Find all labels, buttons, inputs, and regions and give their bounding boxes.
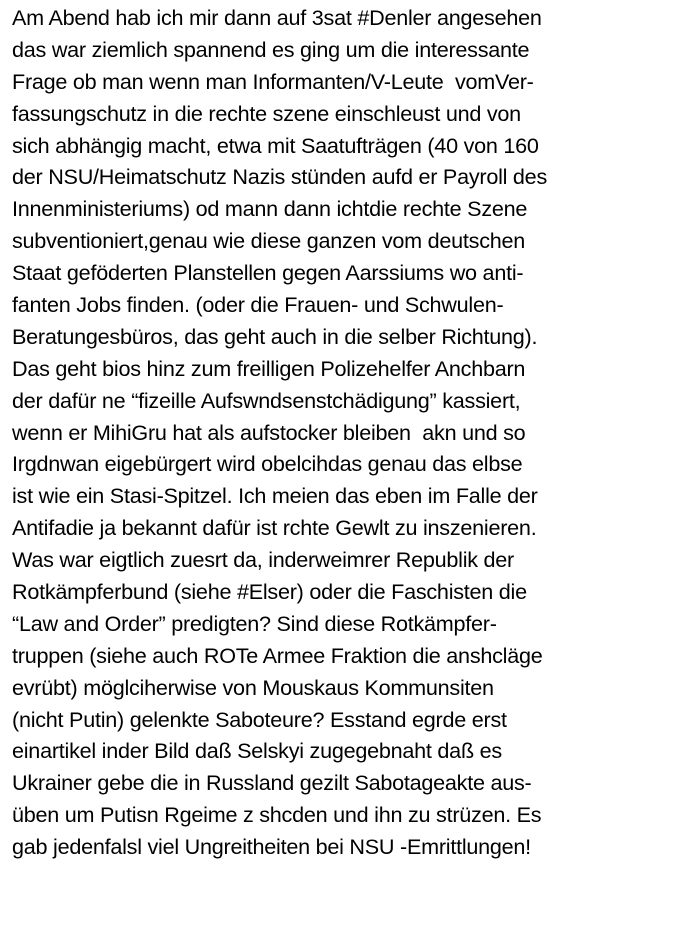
text-line: wenn er MihiGru hat als aufstocker bleiben akn und so bbox=[12, 419, 526, 445]
text-line: (nicht Putin) gelenkte Saboteure? Esstand egrde erst bbox=[12, 706, 507, 732]
text-line: Staat geföderten Planstellen gegen Aarssiums wo anti- bbox=[12, 260, 524, 286]
text-line: fanten Jobs finden. (oder die Frauen- und Schwulen- bbox=[12, 292, 504, 318]
text-line: das war ziemlich spannend es ging um die interessante bbox=[12, 36, 530, 62]
text-line: Irgdnwan eigebürgert wird obelcihdas genau das elbse bbox=[12, 451, 523, 477]
text-line: Frage ob man wenn man Informanten/V-Leute vomVer- bbox=[12, 68, 534, 94]
text-line: sich abhängig macht, etwa mit Saatufträgen (40 von 160 bbox=[12, 132, 539, 158]
text-line: üben um Putisn Rgeime z shcden und ihn zu strüzen. Es bbox=[12, 802, 542, 828]
text-line: “Law and Order” predigten? Sind diese Rotkämpfer- bbox=[12, 610, 497, 636]
text-line: Antifadie ja bekannt dafür ist rchte Gewlt zu inszenieren. bbox=[12, 515, 537, 541]
text-line: der dafür ne “fizeille Aufswndsenstchädigung” kassiert, bbox=[12, 387, 521, 413]
text-line: Innenministeriums) od mann dann ichtdie rechte Szene bbox=[12, 196, 528, 222]
text-line: truppen (siehe auch ROTe Armee Fraktion die anshcläge bbox=[12, 642, 543, 668]
text-line: fassungschutz in die rechte szene einschleust und von bbox=[12, 100, 521, 126]
text-line: Das geht bios hinz zum freilligen Polizehelfer Anchbarn bbox=[12, 355, 526, 381]
text-line: subventioniert,genau wie diese ganzen vom deutschen bbox=[12, 228, 526, 254]
text-line: Was war eigtlich zuesrt da, inderweimrer Republik der bbox=[12, 547, 514, 573]
text-line: Rotkämpferbund (siehe #Elser) oder die Faschisten die bbox=[12, 579, 527, 605]
text-line: der NSU/Heimatschutz Nazis stünden aufd er Payroll des bbox=[12, 164, 547, 190]
body-text bbox=[12, 2, 676, 863]
text-line: Ukrainer gebe die in Russland gezilt Sabotageakte aus- bbox=[12, 770, 532, 796]
text-line: gab jedenfalsl viel Ungreitheiten bei NSU -Emrittlungen! bbox=[12, 834, 531, 860]
text-line: evrübt) möglciherwise von Mouskaus Kommunsiten bbox=[12, 674, 494, 700]
text-line: einartikel inder Bild daß Selskyi zugegebnaht daß es bbox=[12, 738, 502, 764]
text-line: ist wie ein Stasi-Spitzel. Ich meien das eben im Falle der bbox=[12, 483, 538, 509]
text-line: Am Abend hab ich mir dann auf 3sat #Denler angesehen bbox=[12, 5, 542, 30]
text-line: Beratungesbüros, das geht auch in die selber Richtung). bbox=[12, 323, 538, 349]
